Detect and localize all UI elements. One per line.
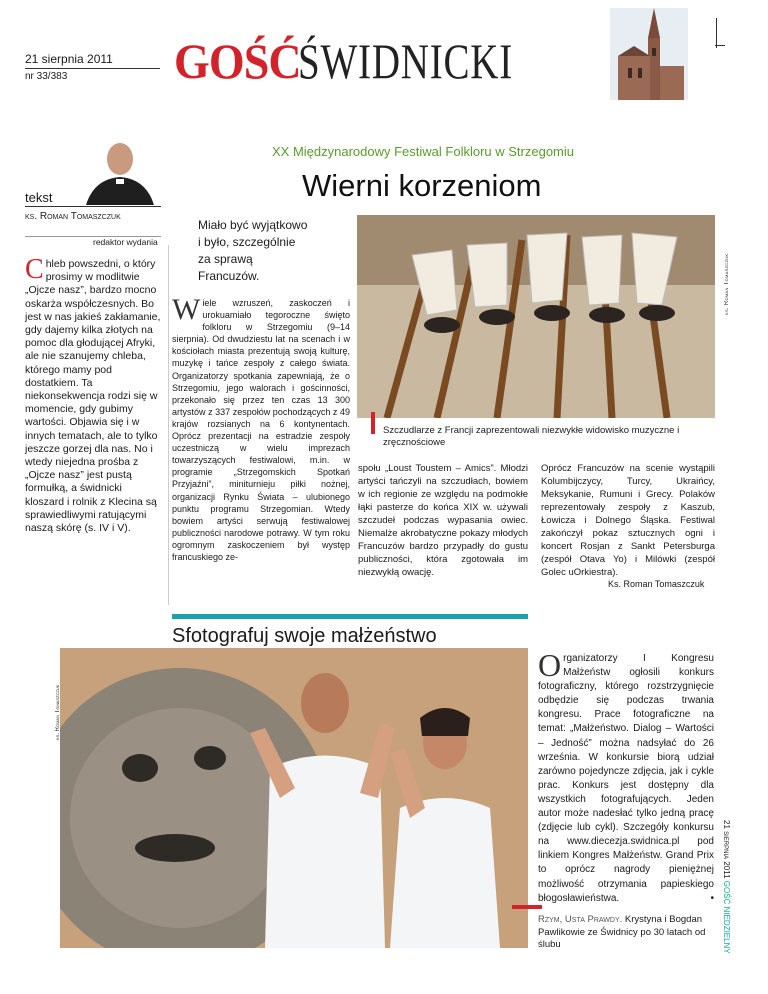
issue-number: nr 33/383 [25,71,68,82]
editorial-body: hleb powszedni, o który prosimy w modlitwie „Ojcze nasz”, bardzo mocno oskarża współczesnych. Bo jest w nas jakieś zakłamanie, gdy dajemy kilka złotych na pomoc dla głodującej Afryki, ale nie szanujemy chleba, którego mamy pod dostatkiem. Ta niekonsekwencja rodzi się w momencie, gdy gubimy wartości. Objawia się i w innych tematach, ale to tylko jeszcze gorzej dla nas. No i wtedy niejedna prośba z „Ojcze nasz” jest pustą formułką, a świdnicki kloszard i rolnik z Klecina są sprawiedliwymi ratującymi naszą skórę (s. IV i V). [25,258,161,535]
editor-portrait [74,135,164,205]
editorial-text [25,254,161,535]
article-body-col2: społu „Loust Toustem – Amics”. Młodzi artyści tańczyli na szczudłach, bowiem w ich regionie ze względu na podmokłe łąki pasterze do końca XIX w. używali szczudeł podczas wypasania owiec. Niemalże akrobatyczne pokazy młodych Francuzów bardzo przypadły do gustu publiczności, która zgotowała im niezwykłą owację. [358,463,528,578]
caption-marker [512,905,542,909]
photo-credit: ks. Roman Tomaszczuk [724,253,730,315]
end-mark: • [710,892,714,904]
photo2-caption [538,914,708,952]
article2-body [538,647,714,906]
caption-marker [371,412,375,434]
logo-gosc: GOŚĆ [174,33,301,89]
crop-mark [715,45,725,46]
masthead-rule [25,68,160,69]
article-dropcap: W [172,293,201,326]
editorial-author: ks. Roman Tomaszczuk [25,211,121,222]
article2-headline: Sfotografuj swoje małżeństwo [172,625,437,647]
photo2-credit: ks. Roman Tomaszczuk [55,684,61,740]
couple-photo [60,648,528,948]
article-body-text: iele wzruszeń, zaskoczeń i urokuamiało tegoroczne święto folkloru w Strzegomiu (9–14 sierpnia). Od dwudziestu lat na scenach i w kościołach miasta prezentują swoją kulturę, muzykę i tańce zespoły z całego świata. Organizatorzy spotkania zapewniają, że o Strzegomiu, jego walorach i gościnności, przekonało się przez ten czas 13 300 artystów z 337 zespołów pochodzących z 49 krajów rozsianych na 6 kontynentach. Oprócz prezentacji na estradzie zespoły uczestniczą w wielu imprezach towarzyszących festiwalowi, m.in. w programie „Strzegomskich Spotkań Przyjaźni”, miniturnieju piłki nożnej, organizacji Rynku Świata – ulubionego punktu programu Strzegomian. Wtedy bowiem artyści serwują festiwalowej publiczności narodowe potrawy. W tym roku ogromnym zaskoczeniem był występ francuskiego ze- [172,298,350,562]
crop-mark [716,18,717,48]
church-icon [610,8,688,100]
caption-place: Rzym, Usta Prawdy. [538,914,623,925]
editorial-dropcap: C [25,254,44,285]
article-lead: Miało być wyjątkowo i było, szczególnie za sprawą Francuzów. [198,218,308,283]
logo-swidnicki: ŚWIDNICKI [298,33,513,89]
article-kicker: XX Międzynarodowy Festiwal Folkloru w Strzegomiu [272,144,574,159]
article2-dropcap: O [538,647,562,683]
page-footer [722,820,731,960]
column-divider [168,245,169,605]
article-byline: Ks. Roman Tomaszczuk [608,579,705,589]
editorial-label: tekst [25,190,53,205]
photo-caption: Szczudlarze z Francji zaprezentowali niezwykłe widowisko muzyczne i zręcznościowe [383,425,680,448]
caption-text: Krystyna i Bogdan Pawlikowie ze Świdnicy po 30 latach od ślubu [538,914,706,950]
article-body-col3: Oprócz Francuzów na scenie wystąpili Kolumbijczycy, Turcy, Ukraińcy, Meksykanie, Rumuni i Grecy. Polaków reprezentowały zespoły z Kaszub, Łowicza i Dolnego Śląska. Festiwal zakończył pokaz sztucznych ogni i koncert Rosjan z Sankt Petersburga (zespół Otava Yo) i Milówki (zespół Golec uOrkiestra). [541,463,715,578]
editorial-role: redaktor wydania [93,237,158,247]
article-headline: Wierni korzeniom [302,168,542,203]
article-body-col1 [172,293,350,563]
section-bar [172,614,528,619]
issue-date: 21 sierpnia 2011 [25,52,113,66]
stilts-photo [357,215,715,418]
footer-date: 21 sierpnia 2011 [722,820,731,879]
footer-publication: GOŚĆ NIEDZIELNY [722,880,731,954]
editorial-rule [25,206,161,207]
article2-body-text: rganizatorzy I Kongresu Małżeństw ogłosili konkurs fotograficzny, którego rozstrzygnięcie odbędzie się podczas trwania kongresu. Prace fotograficzne na temat: „Małżeństwo. Dialog – Wartości – Jedność” można nadsyłać do 26 września. W konkursie biorą udział zarówno pojedyncze zdjęcia, jak i cykle prac. Konkurs jest dostępny dla wszystkich fotografujących. Jeden autor może nadesłać tylko jedną pracę (zdjęcie lub cykl). Szczegóły konkursu na www.diecezja.swidnica.pl pod linkiem Kongres Małżeństw. Grand Prix to oprócz nagrody pieniężnej możliwość otrzymania papieskiego błogosławieństwa. [538,653,714,904]
